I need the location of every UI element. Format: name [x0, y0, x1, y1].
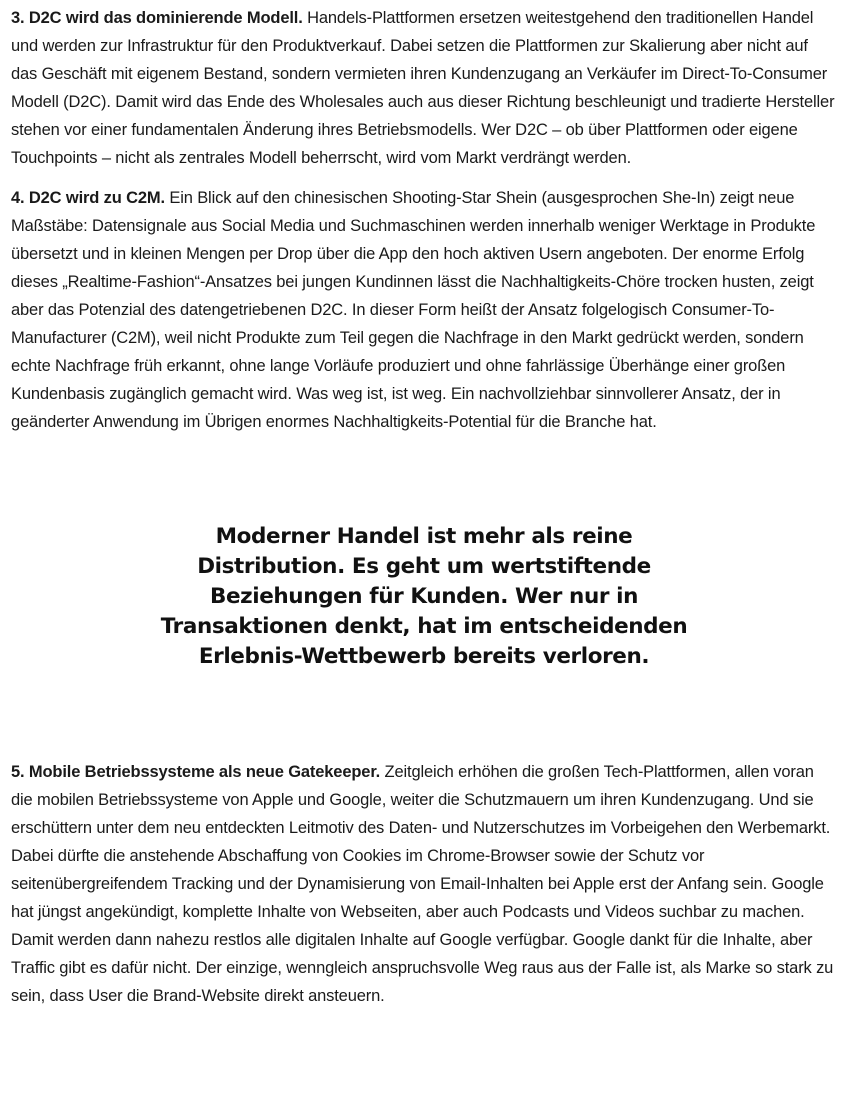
paragraph-mobile-gatekeeper: [11, 758, 837, 1010]
paragraph-d2c-to-c2m: [11, 184, 837, 436]
paragraph-lead: 5. Mobile Betriebssysteme als neue Gatekeeper.: [11, 763, 381, 781]
paragraph-d2c-dominant: [11, 4, 837, 172]
paragraph-text: Handels-Plattformen ersetzen weitestgehend den traditionellen Handel und werden zur Infrastruktur für den Produktverkauf. Dabei setzen die Plattformen zur Skalierung aber nicht auf das Geschäft mit eigenem Bestand, sondern vermieten ihren Kundenzugang an Verkäufer im Direct-To-Consumer Modell (D2C). Damit wird das Ende des Wholesales auch aus dieser Richtung beschleunigt und tradierte Hersteller stehen vor einer fundamentalen Änderung ihres Betriebsmodells. Wer D2C – ob über Plattformen oder eigene Touchpoints – nicht als zentrales Modell beherrscht, wird vom Markt verdrängt werden.: [11, 9, 835, 167]
paragraph-text: Zeitgleich erhöhen die großen Tech-Plattformen, allen voran die mobilen Betriebssysteme von Apple und Google, weiter die Schutzmauern um ihren Kundenzugang. Und sie erschüttern unter dem neu entdeckten Leitmotiv des Daten- und Nutzerschutzes im Vorbeigehen den Werbemarkt. Dabei dürfte die anstehende Abschaffung von Cookies im Chrome-Browser sowie der Schutz vor seitenübergreifendem Tracking und der Dynamisierung von Email-Inhalten bei Apple erst der Anfang sein. Google hat jüngst angekündigt, komplette Inhalte von Webseiten, aber auch Podcasts und Videos suchbar zu machen. Damit werden dann nahezu restlos alle digitalen Inhalte auf Google verfügbar. Google dankt für die Inhalte, aber Traffic gibt es dafür nicht. Der einzige, wenngleich anspruchsvolle Weg raus aus der Falle ist, als Marke so stark zu sein, dass User die Brand-Website direkt ansteuern.: [11, 763, 834, 1005]
paragraph-text: Ein Blick auf den chinesischen Shooting-Star Shein (ausgesprochen She-In) zeigt neue Maßstäbe: Datensignale aus Social Media und Suchmaschinen werden innerhalb weniger Werktage in Produkte übersetzt und in kleinen Mengen per Drop über die App den hoch aktiven Usern angeboten. Der enorme Erfolg dieses „Realtime-Fashion“-Ansatzes bei jungen Kundinnen lässt die Nachhaltigkeits-Chöre trocken husten, zeigt aber das Potenzial des datengetriebenen D2C. In dieser Form heißt der Ansatz folgelogisch Consumer-To-Manufacturer (C2M), weil nicht Produkte zum Teil gegen die Nachfrage in den Markt gedrückt werden, sondern echte Nachfrage früh erkannt, ohne lange Vorläufe produziert und ohne fahrlässige Überhänge einer großen Kundenbasis zugänglich gemacht wird. Was weg ist, ist weg. Ein nachvollziehbar sinnvollerer Ansatz, der in geänderter Anwendung im Übrigen enormes Nachhaltigkeits-Potential für die Branche hat.: [11, 189, 816, 431]
paragraph-lead: 3. D2C wird das dominierende Modell.: [11, 9, 303, 27]
article-body: [11, 4, 837, 1022]
paragraph-lead: 4. D2C wird zu C2M.: [11, 189, 165, 207]
pull-quote: Moderner Handel ist mehr als reine Distribution. Es geht um wertstiftende Beziehungen für Kunden. Wer nur in Transaktionen denkt, hat im entscheidenden Erlebnis-Wettbewerb bereits verloren.: [160, 524, 688, 669]
